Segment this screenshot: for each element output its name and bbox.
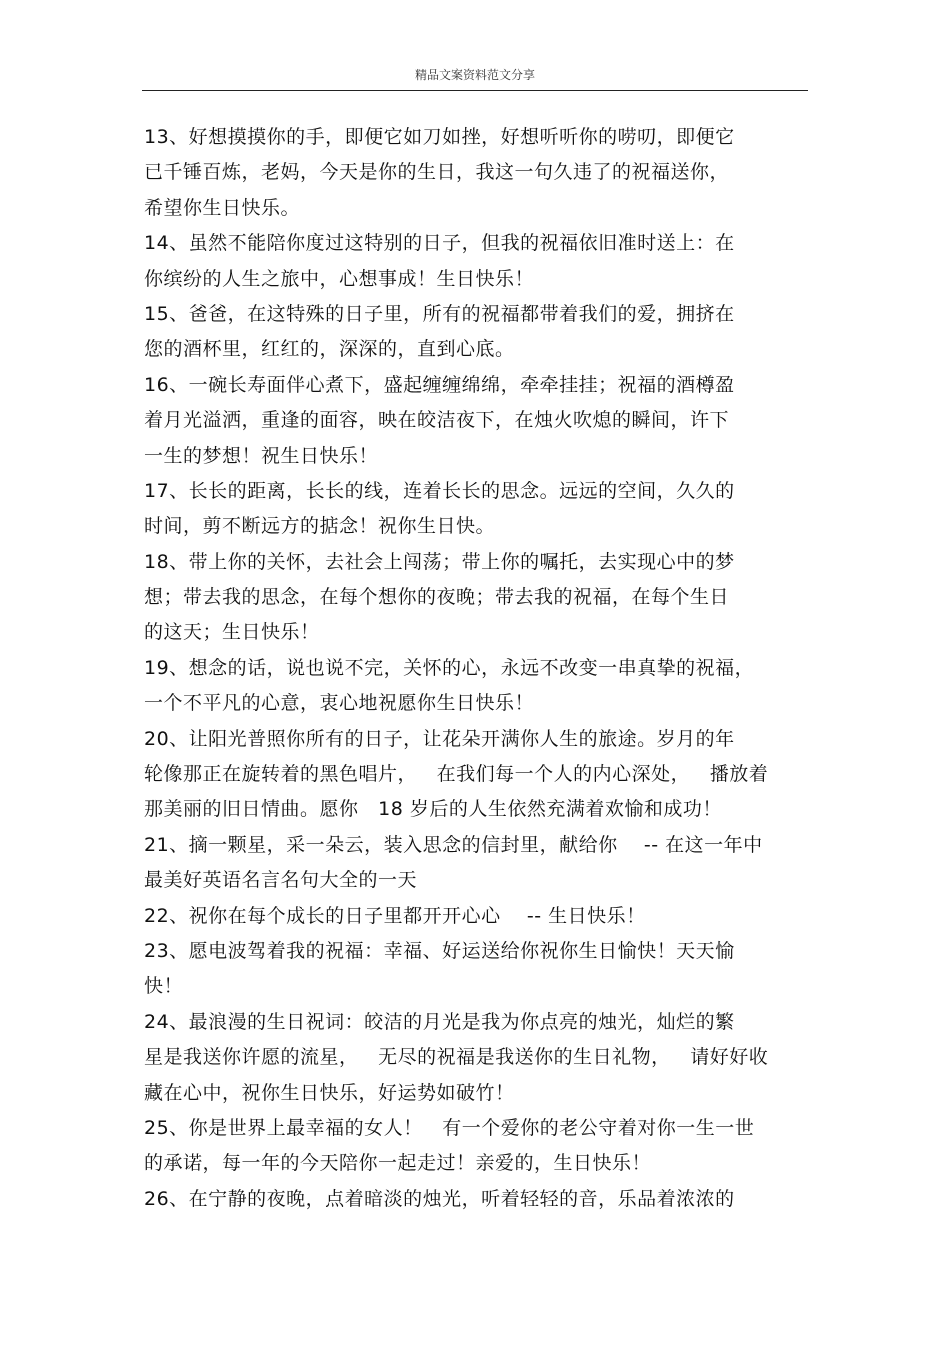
text-line: 13、好想摸摸你的手，即便它如刀如挫，好想听听你的唠叨，即便它 xyxy=(144,126,735,148)
text-line: 藏在心中，祝你生日快乐，好运势如破竹！ xyxy=(144,1081,515,1104)
page-header: 精品文案资料范文分享 xyxy=(414,68,535,82)
text-line: 16、一碗长寿面伴心煮下，盛起缠缠绵绵，牵牵挂挂；祝福的酒樽盈 xyxy=(144,373,735,396)
text-line: 15、爸爸，在这特殊的日子里，所有的祝福都带着我们的爱，拥挤在 xyxy=(144,302,735,325)
text-line: 23、愿电波驾着我的祝福：幸福、好运送给你祝你生日愉快！天天愉 xyxy=(144,939,735,962)
text-line: 想；带去我的思念，在每个想你的夜晚；带去我的祝福，在每个生日 xyxy=(144,586,730,609)
text-line: 一生的梦想！祝生日快乐！ xyxy=(144,444,379,467)
text-line: 的承诺，每一年的今天陪你一起走过！亲爱的，生日快乐！ xyxy=(144,1152,652,1175)
text-line: 一个不平凡的心意，衷心地祝愿你生日快乐！ xyxy=(144,692,535,715)
text-line: 已千锤百炼，老妈，今天是你的生日，我这一句久违了的祝福送你， xyxy=(144,161,730,184)
text-line: 着月光溢洒，重逢的面容，映在皎洁夜下，在烛火吹熄的瞬间，许下 xyxy=(144,409,730,432)
text-line: 19、想念的话，说也说不完，关怀的心，永远不改变一串真挚的祝福， xyxy=(144,656,755,679)
text-line: 您的酒杯里，红红的，深深的，直到心底。 xyxy=(144,338,515,361)
text-line: 你缤纷的人生之旅中，心想事成！生日快乐！ xyxy=(144,267,535,290)
text-line: 17、长长的距离，长长的线，连着长长的思念。远远的空间，久久的 xyxy=(144,479,735,502)
text-line: 那美丽的旧日情曲。愿你 18 岁后的人生依然充满着欢愉和成功！ xyxy=(144,798,722,821)
text-line: 轮像那正在旋转着的黑色唱片， 在我们每一个人的内心深处， 播放着 xyxy=(144,763,769,786)
text-line: 26、在宁静的夜晚，点着暗淡的烛光，听着轻轻的音，乐品着浓浓的 xyxy=(144,1187,735,1210)
text-line: 18、带上你的关怀，去社会上闯荡；带上你的嘱托，去实现心中的梦 xyxy=(144,550,735,573)
document-body xyxy=(144,120,808,1217)
text-line: 最美好英语名言名句大全的一天 xyxy=(144,869,418,892)
header-divider xyxy=(142,90,808,91)
text-line: 21、摘一颗星，采一朵云，装入思念的信封里，献给你 -- 在这一年中 xyxy=(144,833,763,856)
text-line: 快！ xyxy=(144,975,184,998)
text-line: 希望你生日快乐。 xyxy=(144,196,301,219)
text-line: 22、祝你在每个成长的日子里都开开心心 -- 生日快乐！ xyxy=(144,904,646,927)
text-line: 25、你是世界上最幸福的女人！ 有一个爱你的老公守着对你一生一世 xyxy=(144,1116,755,1139)
text-line: 14、虽然不能陪你度过这特别的日子，但我的祝福依旧准时送上：在 xyxy=(144,232,735,255)
text-line: 星是我送你许愿的流星， 无尽的祝福是我送你的生日礼物， 请好好收 xyxy=(144,1046,769,1069)
text-line: 24、最浪漫的生日祝词：皎洁的月光是我为你点亮的烛光，灿烂的繁 xyxy=(144,1010,735,1033)
text-line: 时间，剪不断远方的掂念！祝你生日快。 xyxy=(144,515,496,538)
text-line: 的这天；生日快乐！ xyxy=(144,621,320,644)
text-line: 20、让阳光普照你所有的日子，让花朵开满你人生的旅途。岁月的年 xyxy=(144,727,735,750)
